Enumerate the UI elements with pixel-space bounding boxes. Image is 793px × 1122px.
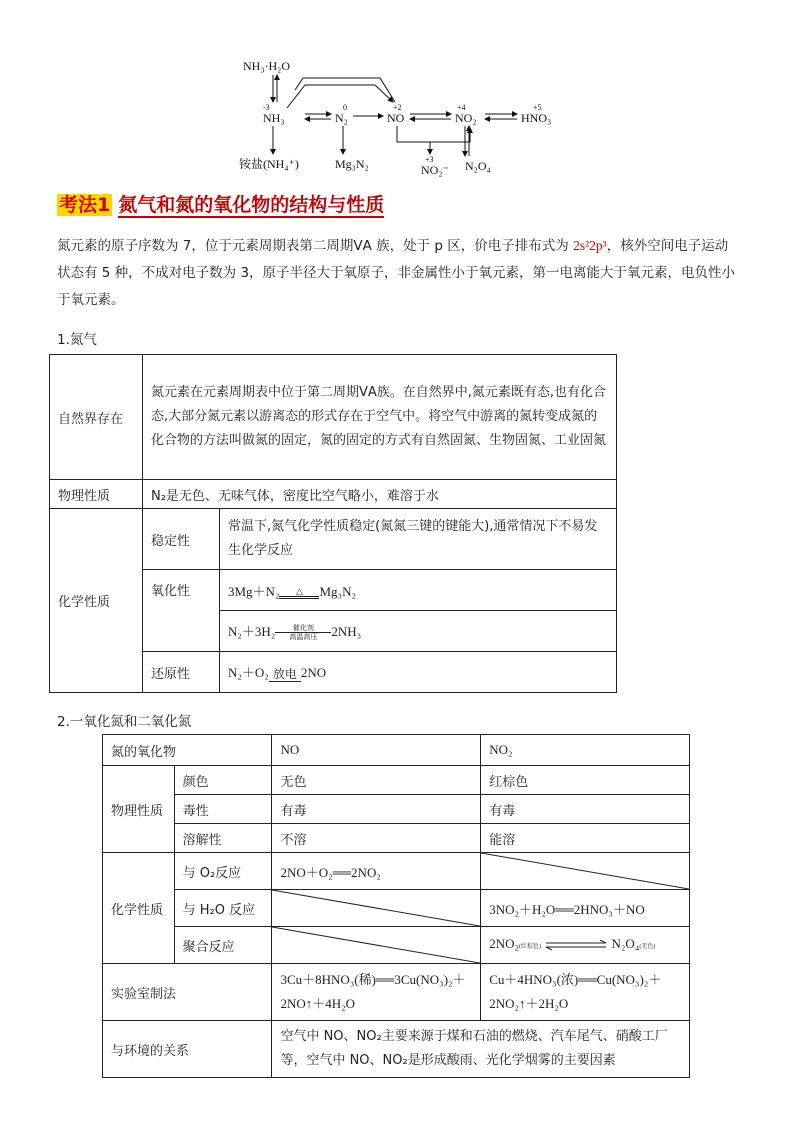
table-row — [103, 927, 690, 964]
eq2-condition-top: 催化剂 — [292, 624, 314, 633]
hno3-label: HNO₃ — [521, 111, 552, 125]
heading-tag: 考法1 — [59, 194, 111, 216]
n2-label: N₂ — [335, 111, 348, 125]
nature-text: 氮元素在元素周期表中位于第二周期ⅤA族。在自然界中,氮元素既有态,也有化合态,大部分氮元素以游离态的形式存在于空气中。将空气中游离的氮转变成氮的化合物的方法叫做氮的固定，氮的固定的方式有自然固氮、生物固氮、工业固氮 — [143, 355, 617, 480]
h2o-no2-eq: 3NO₂＋H₂O══2HNO₃＋NO — [481, 890, 690, 927]
h2o-no-empty — [272, 890, 481, 927]
color-no2: 红棕色 — [481, 766, 690, 795]
chemical-label: 化学性质 — [50, 509, 143, 693]
env-text: 空气中 NO、NO₂主要来源于煤和石油的燃烧、汽车尾气、硝酸工厂等，空气中 NO、NO₂是形成酸雨、光化学烟雾的主要因素 — [272, 1021, 690, 1078]
toxic-no2: 有毒 — [481, 795, 690, 824]
diagonal-line — [481, 853, 689, 889]
table-row — [103, 890, 690, 927]
oxidizing-eq1 — [220, 570, 617, 611]
eq2-left: N₂＋3H₂ — [228, 623, 276, 639]
reducing-eq — [220, 652, 617, 693]
nature-label: 自然界存在 — [50, 355, 143, 480]
poly-label: 聚合反应 — [174, 927, 272, 964]
table-row — [103, 735, 690, 766]
eq2-condition-bottom: 高温高压 — [289, 633, 318, 642]
lab-no2: Cu＋4HNO₃(浓)══Cu(NO₃)₂＋2NO₂↑＋2H₂O — [481, 964, 690, 1021]
table-row — [103, 964, 690, 1021]
diagonal-line — [272, 927, 480, 963]
no2-oxstate: +4 — [457, 103, 466, 112]
eq3-left: N₂＋O₂ — [228, 665, 269, 681]
o2-label: 与 O₂反应 — [174, 853, 272, 890]
eq3-condition: 放电 — [272, 666, 297, 681]
hno3-oxstate: +5 — [533, 103, 542, 112]
toxic-label: 毒性 — [174, 795, 272, 824]
o2-no2-empty — [481, 853, 690, 890]
section1-title: 1.氮气 — [57, 332, 97, 348]
ammonium-label: 铵盐(NH₄⁺) — [239, 157, 299, 171]
sol-label: 溶解性 — [174, 824, 272, 853]
stability-label: 稳定性 — [143, 509, 220, 570]
table-row — [103, 824, 690, 853]
lab-label: 实验室制法 — [103, 964, 272, 1021]
eq3-right: 2NO — [300, 665, 327, 681]
no2-label: NO₂ — [455, 111, 477, 125]
table-row — [103, 766, 690, 795]
physical-label: 物理性质 — [50, 480, 143, 509]
nitrogen-table — [49, 354, 617, 693]
color-label: 颜色 — [174, 766, 272, 795]
table-row — [50, 509, 617, 570]
env-label: 与环境的关系 — [103, 1021, 272, 1078]
phys-label: 物理性质 — [103, 766, 175, 853]
header-no2: NO₂ — [481, 735, 690, 766]
h2o-label: 与 H₂O 反应 — [174, 890, 272, 927]
poly-left: 2NO₂ — [489, 936, 520, 952]
nitrogen-conversion-diagram — [225, 50, 585, 180]
intro-paragraph — [57, 232, 737, 314]
header-oxide: 氮的氧化物 — [103, 735, 272, 766]
oxides-table — [102, 734, 690, 1078]
o2-no-eq: 2NO＋O₂══2NO₂ — [272, 853, 481, 890]
intro-part1: 氮元素的原子序数为 7，位于元素周期表第二周期ⅤA 族，处于 p 区，价电子排布式为 — [57, 238, 574, 254]
lab-no: 3Cu＋8HNO₃(稀)══3Cu(NO₃)₂＋2NO↑＋4H₂O — [272, 964, 481, 1021]
n2o4-label: N₂O₄ — [465, 159, 491, 173]
section2-title: 2.一氧化氮和二氧化氮 — [57, 714, 192, 730]
no-label: NO — [387, 111, 405, 125]
oxidizing-label: 氧化性 — [143, 570, 220, 652]
nh3-oxstate: -3 — [263, 103, 270, 112]
poly-no-empty — [272, 927, 481, 964]
nh3-label: NH₃ — [263, 111, 285, 125]
sol-no: 不溶 — [272, 824, 481, 853]
physical-text: N₂是无色、无味气体，密度比空气略小，难溶于水 — [143, 480, 617, 509]
mg3n2-label: Mg₃N₂ — [335, 157, 369, 171]
nitrite-oxstate: +3 — [425, 155, 434, 164]
oxidizing-eq2 — [220, 611, 617, 652]
n2-oxstate: 0 — [343, 103, 347, 112]
stability-text: 常温下,氮气化学性质稳定(氮氮三键的键能大),通常情况下不易发生化学反应 — [220, 509, 617, 570]
poly-no2-eq — [481, 927, 690, 964]
toxic-no: 有毒 — [272, 795, 481, 824]
equilibrium-arrow-icon — [544, 938, 608, 954]
electron-config: 2s²2p³ — [573, 238, 607, 253]
table-row — [50, 355, 617, 480]
table-row — [50, 480, 617, 509]
chem-label: 化学性质 — [103, 853, 175, 964]
poly-right-note: (无色) — [639, 944, 656, 951]
eq2-right: 2NH₃ — [331, 623, 362, 639]
table-row — [103, 795, 690, 824]
nitrite-label: NO₂⁻ — [421, 163, 449, 177]
no-oxstate: +2 — [393, 103, 402, 112]
section-heading — [57, 190, 384, 217]
reducing-label: 还原性 — [143, 652, 220, 693]
nh3h2o-label: NH₃·H₂O — [243, 59, 291, 73]
table-row — [103, 853, 690, 890]
intro-part2: ，核外空间电子运动状态有 5 种，不成对电子数为 3，原子半径大于氧原子，非金属性小于氧元素，第一电离能大于氧元素，电负性小于氧元素。 — [57, 238, 736, 308]
color-no: 无色 — [272, 766, 481, 795]
eq1-right: Mg₃N₂ — [319, 583, 356, 599]
poly-left-note: (红棕色) — [519, 944, 542, 951]
diagonal-line — [272, 890, 480, 926]
table-row — [103, 1021, 690, 1078]
heading-title: 氮气和氮的氧化物的结构与性质 — [118, 194, 385, 216]
eq1-condition: △ — [296, 586, 303, 597]
sol-no2: 能溶 — [481, 824, 690, 853]
poly-right: N₂O₄ — [611, 936, 640, 952]
eq1-left: 3Mg＋N₂ — [228, 583, 280, 599]
header-no: NO — [272, 735, 481, 766]
